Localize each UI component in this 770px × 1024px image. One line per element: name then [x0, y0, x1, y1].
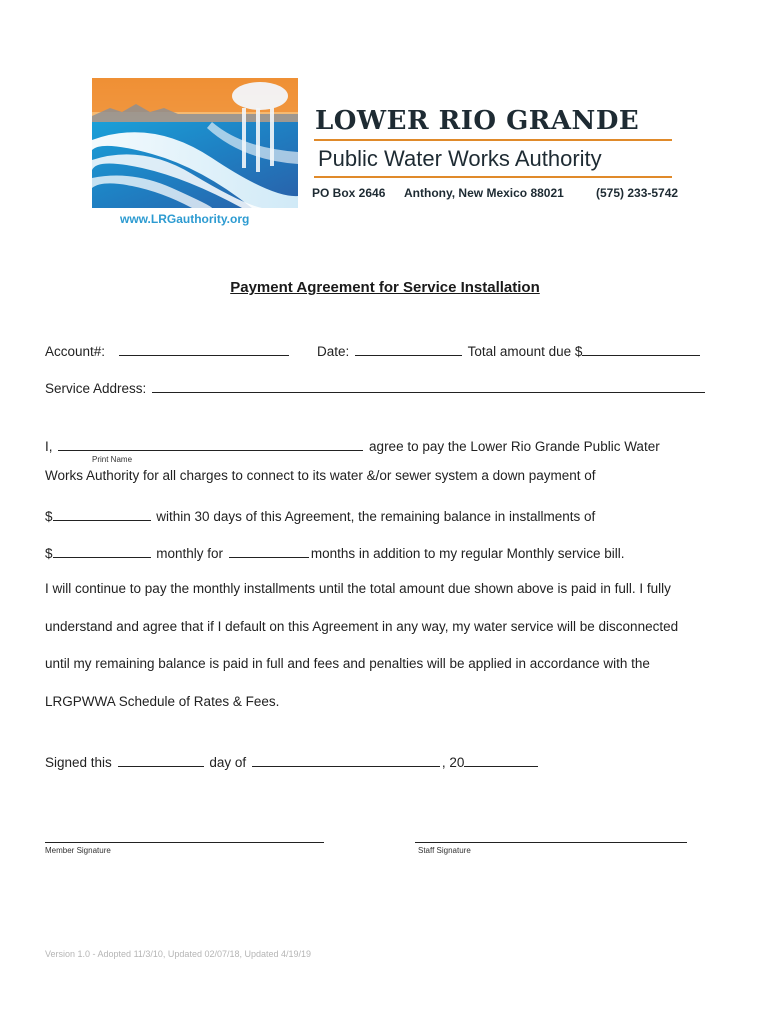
service-address-label: Service Address:: [45, 381, 147, 396]
member-signature-label: Member Signature: [45, 846, 111, 855]
total-amount-label: Total amount due $: [467, 344, 583, 359]
day-of-label: day of: [209, 755, 247, 770]
city-state: Anthony, New Mexico 88021: [404, 186, 564, 200]
body-line-2: Works Authority for all charges to connect to its water &/or sewer system a down payment of: [45, 468, 596, 483]
dollar-sign: $: [45, 509, 53, 524]
total-amount-field[interactable]: [582, 341, 700, 356]
account-field[interactable]: [119, 341, 289, 356]
monthly-for-label: monthly for: [156, 546, 224, 561]
agree-text: agree to pay the Lower Rio Grande Public Water: [369, 439, 660, 454]
staff-signature-field[interactable]: [415, 842, 687, 843]
version-footer: Version 1.0 - Adopted 11/3/10, Updated 02/07/18, Updated 4/19/19: [45, 949, 312, 959]
date-field[interactable]: [355, 341, 462, 356]
member-signature-field[interactable]: [45, 842, 324, 843]
installment-amount-field[interactable]: [53, 543, 151, 558]
paragraph-line-2: understand and agree that if I default on this Agreement in any way, my water service will be disconnected: [45, 619, 679, 634]
org-name: LOWER RIO GRANDE: [315, 106, 640, 136]
day-field[interactable]: [118, 752, 204, 767]
paragraph-line-1: I will continue to pay the monthly installments until the total amount due shown above is paid in full. I fully: [45, 581, 671, 596]
account-label: Account#:: [45, 344, 106, 359]
header-rule-top: [314, 139, 672, 141]
down-payment-row: [45, 506, 595, 524]
account-row: [45, 341, 291, 359]
paragraph-line-3: until my remaining balance is paid in full and fees and penalties will be applied in accordance with the: [45, 656, 650, 671]
year-field[interactable]: [464, 752, 538, 767]
date-label: Date:: [317, 344, 350, 359]
signed-row: [45, 752, 540, 770]
agree-row: [45, 436, 660, 454]
installment-row: [45, 543, 624, 561]
staff-signature-label: Staff Signature: [418, 846, 471, 855]
year-prefix: , 20: [441, 755, 465, 770]
address-row: [45, 378, 707, 396]
dollar-sign: $: [45, 546, 53, 561]
org-subtitle: Public Water Works Authority: [318, 146, 602, 171]
i-label: I,: [45, 439, 53, 454]
header-rule-bottom: [314, 176, 672, 178]
months-count-field[interactable]: [229, 543, 309, 558]
months-text: months in addition to my regular Monthly service bill.: [310, 546, 625, 561]
signed-this-label: Signed this: [45, 755, 112, 770]
phone-number: (575) 233-5742: [596, 186, 679, 200]
po-box: PO Box 2646: [312, 186, 386, 200]
document-title: Payment Agreement for Service Installation: [230, 279, 540, 296]
month-field[interactable]: [252, 752, 440, 767]
website-link[interactable]: www.LRGauthority.org: [120, 212, 250, 226]
body-line-3: within 30 days of this Agreement, the remaining balance in installments of: [156, 509, 596, 524]
date-row: [317, 341, 702, 359]
print-name-caption: Print Name: [92, 455, 133, 464]
print-name-field[interactable]: [58, 436, 363, 451]
paragraph-line-4: LRGPWWA Schedule of Rates & Fees.: [45, 694, 280, 709]
water-authority-logo: [92, 78, 298, 208]
down-payment-field[interactable]: [53, 506, 151, 521]
service-address-field[interactable]: [152, 378, 705, 393]
